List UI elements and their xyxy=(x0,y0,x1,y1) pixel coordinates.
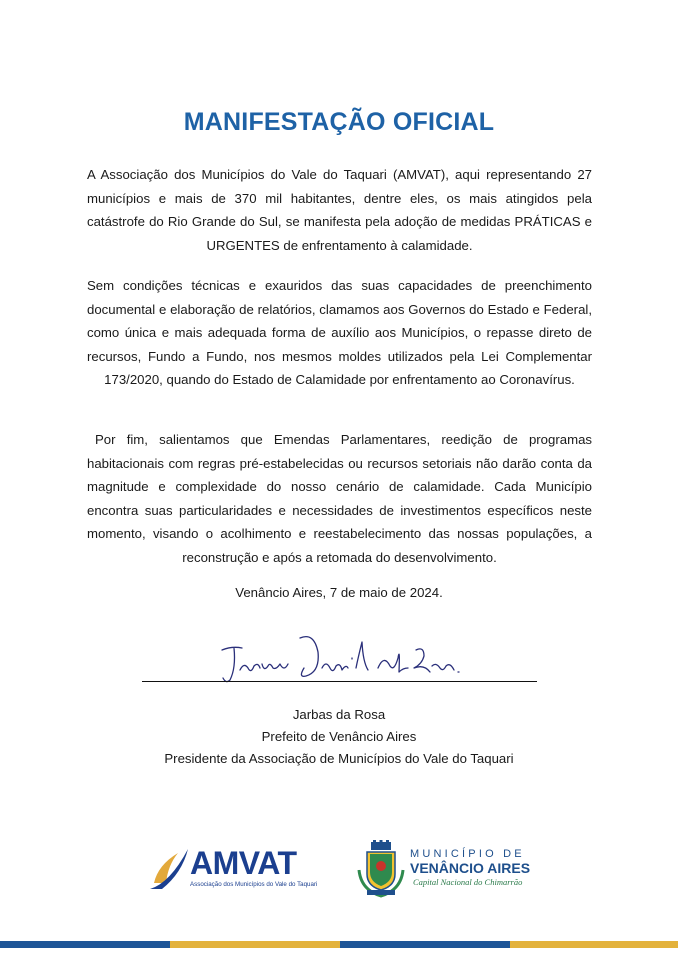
place-date: Venâncio Aires, 7 de maio de 2024. xyxy=(235,585,443,600)
document-title: MANIFESTAÇÃO OFICIAL xyxy=(183,108,495,136)
venancio-aires-logo xyxy=(355,840,545,900)
footer-bar-gold-2 xyxy=(510,941,678,948)
city-name: VENÂNCIO AIRES xyxy=(410,860,531,876)
amvat-logo xyxy=(148,843,326,895)
municipio-label: MUNICÍPIO DE xyxy=(410,848,525,860)
signature-line xyxy=(142,681,537,682)
footer-bar-blue-1 xyxy=(0,941,170,948)
paragraph-request: Sem condições técnicas e exauridos das suas capacidades de preenchimento documental e elaboração de relatórios, clamamos aos Governos do Estado e Federal, como única e mais adequada forma de auxílio aos Municípios, o repasse direto de recursos, Fundo a Fundo, nos mesmos moldes utilizados pela Lei Complementar 173/2020, quando do Estado de Calamidade por enfrentamento ao Coronavírus. xyxy=(87,278,592,387)
coat-of-arms-icon xyxy=(357,840,405,898)
signatory-name: Jarbas da Rosa xyxy=(292,707,386,722)
footer-bar-blue-2 xyxy=(340,941,510,948)
amvat-swoosh-icon xyxy=(148,843,192,893)
footer-bar-gold-1 xyxy=(170,941,340,948)
city-slogan: Capital Nacional do Chimarrão xyxy=(413,877,523,887)
signatory-role: Prefeito de Venâncio Aires xyxy=(261,729,417,744)
amvat-tagline: Associação dos Municípios do Vale do Taquari xyxy=(190,881,318,888)
paragraph-conclusion: Por fim, salientamos que Emendas Parlamentares, reedição de programas habitacionais com regras pré-estabelecidas ou recursos setoriais não darão conta da magnitude e complexidade do nosso cenário de calamidade. Cada Município encontra suas particularidades e necessidades de investimentos específicos neste momento, visando o acolhimento e reestabelecimento das nossas populações, a reconstrução e após a retomada do desenvolvimento. xyxy=(87,432,592,565)
signatory-position: Presidente da Associação de Municípios do Vale do Taquari xyxy=(164,751,514,766)
amvat-wordmark: AMVAT xyxy=(190,845,297,881)
handwritten-signature xyxy=(218,628,468,688)
paragraph-intro: A Associação dos Municípios do Vale do Taquari (AMVAT), aqui representando 27 municípios e mais de 370 mil habitantes, dentre eles, os mais atingidos pela catástrofe do Rio Grande do Sul, se manifesta pela adoção de medidas PRÁTICAS e URGENTES de enfrentamento à calamidade. xyxy=(87,167,592,253)
